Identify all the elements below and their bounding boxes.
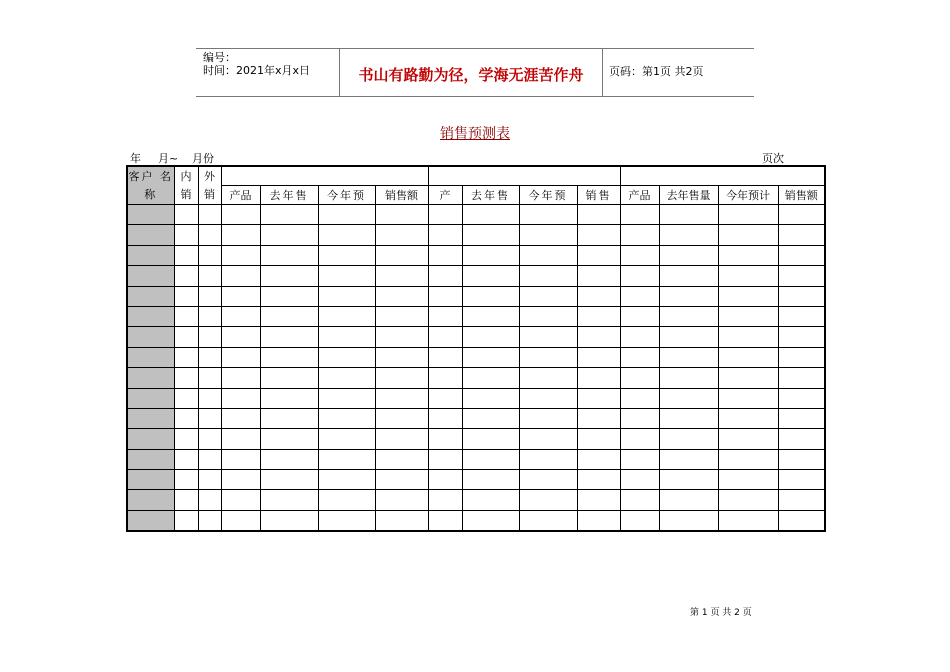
table-cell[interactable] bbox=[260, 225, 318, 245]
table-cell[interactable] bbox=[375, 490, 428, 510]
table-cell[interactable] bbox=[174, 510, 198, 531]
table-cell[interactable] bbox=[519, 408, 577, 428]
table-cell[interactable] bbox=[620, 408, 659, 428]
table-row bbox=[127, 368, 825, 388]
table-cell[interactable] bbox=[260, 408, 318, 428]
table-cell[interactable] bbox=[659, 510, 718, 531]
table-cell[interactable] bbox=[198, 408, 221, 428]
table-cell[interactable] bbox=[174, 470, 198, 490]
table-row bbox=[127, 225, 825, 245]
table-cell[interactable] bbox=[659, 225, 718, 245]
customer-name-cell[interactable] bbox=[127, 225, 174, 245]
table-cell[interactable] bbox=[462, 347, 519, 367]
table-cell[interactable] bbox=[778, 286, 825, 306]
table-cell[interactable] bbox=[260, 510, 318, 531]
table-cell[interactable] bbox=[519, 449, 577, 469]
table-cell[interactable] bbox=[718, 408, 778, 428]
table-cell[interactable] bbox=[428, 388, 462, 408]
domestic-sales-header: 内 销 bbox=[174, 166, 198, 205]
customer-name-cell[interactable] bbox=[127, 449, 174, 469]
table-cell[interactable] bbox=[318, 368, 375, 388]
table-cell[interactable] bbox=[198, 286, 221, 306]
table-cell[interactable] bbox=[221, 327, 260, 347]
table-cell[interactable] bbox=[718, 429, 778, 449]
header-row-1 bbox=[127, 166, 825, 186]
product-group-1-header[interactable] bbox=[221, 166, 428, 186]
customer-name-cell[interactable] bbox=[127, 286, 174, 306]
table-cell[interactable] bbox=[375, 347, 428, 367]
customer-name-cell[interactable] bbox=[127, 490, 174, 510]
table-cell[interactable] bbox=[778, 327, 825, 347]
table-cell[interactable] bbox=[718, 245, 778, 265]
table-cell[interactable] bbox=[577, 286, 620, 306]
table-cell[interactable] bbox=[620, 205, 659, 225]
table-cell[interactable] bbox=[174, 306, 198, 326]
table-cell[interactable] bbox=[375, 388, 428, 408]
table-cell[interactable] bbox=[778, 449, 825, 469]
customer-name-cell[interactable] bbox=[127, 408, 174, 428]
table-row bbox=[127, 388, 825, 408]
table-cell[interactable] bbox=[620, 388, 659, 408]
table-cell[interactable] bbox=[519, 470, 577, 490]
table-cell[interactable] bbox=[778, 510, 825, 531]
table-cell[interactable] bbox=[428, 347, 462, 367]
table-cell[interactable] bbox=[260, 368, 318, 388]
table-cell[interactable] bbox=[375, 245, 428, 265]
table-row bbox=[127, 327, 825, 347]
table-cell[interactable] bbox=[318, 347, 375, 367]
table-cell[interactable] bbox=[375, 266, 428, 286]
table-cell[interactable] bbox=[221, 205, 260, 225]
g2-sales-header: 销售 bbox=[577, 186, 620, 205]
table-cell[interactable] bbox=[260, 205, 318, 225]
table-cell[interactable] bbox=[198, 449, 221, 469]
header-top-rule bbox=[196, 48, 754, 49]
table-cell[interactable] bbox=[519, 306, 577, 326]
table-cell[interactable] bbox=[221, 245, 260, 265]
table-cell[interactable] bbox=[198, 245, 221, 265]
table-cell[interactable] bbox=[174, 449, 198, 469]
table-cell[interactable] bbox=[221, 286, 260, 306]
customer-name-cell[interactable] bbox=[127, 205, 174, 225]
table-cell[interactable] bbox=[620, 225, 659, 245]
table-cell[interactable] bbox=[221, 408, 260, 428]
table-cell[interactable] bbox=[778, 368, 825, 388]
header-row-2 bbox=[127, 186, 825, 205]
table-cell[interactable] bbox=[260, 286, 318, 306]
table-cell[interactable] bbox=[778, 347, 825, 367]
table-cell[interactable] bbox=[198, 347, 221, 367]
table-body bbox=[127, 166, 825, 531]
table-cell[interactable] bbox=[375, 429, 428, 449]
table-cell[interactable] bbox=[718, 266, 778, 286]
table-row bbox=[127, 205, 825, 225]
table-cell[interactable] bbox=[620, 245, 659, 265]
table-cell[interactable] bbox=[519, 266, 577, 286]
table-cell[interactable] bbox=[778, 388, 825, 408]
table-row bbox=[127, 510, 825, 531]
table-cell[interactable] bbox=[577, 347, 620, 367]
table-cell[interactable] bbox=[260, 327, 318, 347]
customer-name-cell[interactable] bbox=[127, 306, 174, 326]
table-cell[interactable] bbox=[221, 429, 260, 449]
table-cell[interactable] bbox=[577, 225, 620, 245]
table-cell[interactable] bbox=[718, 205, 778, 225]
table-cell[interactable] bbox=[620, 470, 659, 490]
customer-name-cell[interactable] bbox=[127, 347, 174, 367]
table-cell[interactable] bbox=[375, 408, 428, 428]
page-footer: 第 1 页 共 2 页 bbox=[690, 608, 752, 618]
table-cell[interactable] bbox=[198, 490, 221, 510]
table-cell[interactable] bbox=[659, 306, 718, 326]
table-cell[interactable] bbox=[198, 306, 221, 326]
table-cell[interactable] bbox=[519, 347, 577, 367]
customer-name-cell[interactable] bbox=[127, 266, 174, 286]
table-cell[interactable] bbox=[375, 510, 428, 531]
table-cell[interactable] bbox=[462, 470, 519, 490]
month-range-field-label: 月~ bbox=[158, 152, 179, 165]
table-cell[interactable] bbox=[620, 429, 659, 449]
g3-sales-amount-header: 销售额 bbox=[778, 186, 825, 205]
document-date-label: 时间：2021年x月x日 bbox=[203, 64, 311, 77]
table-row bbox=[127, 286, 825, 306]
table-cell[interactable] bbox=[620, 510, 659, 531]
table-cell[interactable] bbox=[718, 347, 778, 367]
product-group-2-header[interactable] bbox=[428, 166, 620, 186]
table-cell[interactable] bbox=[260, 388, 318, 408]
table-cell[interactable] bbox=[577, 388, 620, 408]
table-cell[interactable] bbox=[260, 470, 318, 490]
table-cell[interactable] bbox=[375, 449, 428, 469]
table-cell[interactable] bbox=[198, 368, 221, 388]
table-cell[interactable] bbox=[198, 225, 221, 245]
customer-name-cell[interactable] bbox=[127, 245, 174, 265]
table-cell[interactable] bbox=[375, 225, 428, 245]
table-cell[interactable] bbox=[221, 510, 260, 531]
export-sales-header: 外 销 bbox=[198, 166, 221, 205]
table-cell[interactable] bbox=[577, 470, 620, 490]
table-cell[interactable] bbox=[174, 490, 198, 510]
table-cell[interactable] bbox=[620, 327, 659, 347]
table-cell[interactable] bbox=[428, 306, 462, 326]
table-cell[interactable] bbox=[462, 408, 519, 428]
table-cell[interactable] bbox=[428, 225, 462, 245]
table-cell[interactable] bbox=[318, 510, 375, 531]
table-cell[interactable] bbox=[519, 286, 577, 306]
table-cell[interactable] bbox=[778, 245, 825, 265]
table-cell[interactable] bbox=[174, 266, 198, 286]
table-cell[interactable] bbox=[519, 368, 577, 388]
table-cell[interactable] bbox=[577, 368, 620, 388]
table-cell[interactable] bbox=[620, 306, 659, 326]
table-cell[interactable] bbox=[462, 327, 519, 347]
table-cell[interactable] bbox=[778, 205, 825, 225]
table-cell[interactable] bbox=[577, 449, 620, 469]
table-cell[interactable] bbox=[778, 225, 825, 245]
table-cell[interactable] bbox=[260, 429, 318, 449]
table-cell[interactable] bbox=[659, 470, 718, 490]
table-cell[interactable] bbox=[577, 306, 620, 326]
g3-product-header: 产品 bbox=[620, 186, 659, 205]
table-cell[interactable] bbox=[462, 245, 519, 265]
table-cell[interactable] bbox=[620, 449, 659, 469]
table-cell[interactable] bbox=[462, 368, 519, 388]
table-cell[interactable] bbox=[519, 429, 577, 449]
month-field-label: 月份 bbox=[192, 152, 214, 165]
g1-product-header: 产品 bbox=[221, 186, 260, 205]
table-cell[interactable] bbox=[778, 306, 825, 326]
g3-this-year-forecast-header: 今年预计 bbox=[718, 186, 778, 205]
table-cell[interactable] bbox=[221, 490, 260, 510]
table-cell[interactable] bbox=[428, 429, 462, 449]
table-cell[interactable] bbox=[778, 470, 825, 490]
table-cell[interactable] bbox=[174, 327, 198, 347]
table-row bbox=[127, 429, 825, 449]
table-cell[interactable] bbox=[260, 347, 318, 367]
table-cell[interactable] bbox=[221, 266, 260, 286]
table-cell[interactable] bbox=[659, 388, 718, 408]
table-cell[interactable] bbox=[519, 327, 577, 347]
customer-name-cell[interactable] bbox=[127, 429, 174, 449]
table-cell[interactable] bbox=[174, 205, 198, 225]
table-cell[interactable] bbox=[318, 266, 375, 286]
customer-name-cell[interactable] bbox=[127, 388, 174, 408]
table-row bbox=[127, 306, 825, 326]
table-cell[interactable] bbox=[221, 388, 260, 408]
table-cell[interactable] bbox=[620, 347, 659, 367]
g2-last-year-sales-header: 去年售 bbox=[462, 186, 519, 205]
g1-last-year-sales-header: 去年售 bbox=[260, 186, 318, 205]
table-cell[interactable] bbox=[221, 225, 260, 245]
page-count-label: 页码：第1页 共2页 bbox=[609, 65, 704, 78]
g1-this-year-forecast-header: 今年预 bbox=[318, 186, 375, 205]
table-cell[interactable] bbox=[318, 408, 375, 428]
table-cell[interactable] bbox=[375, 205, 428, 225]
table-cell[interactable] bbox=[462, 429, 519, 449]
header-bottom-rule bbox=[196, 96, 754, 97]
table-cell[interactable] bbox=[620, 286, 659, 306]
table-cell[interactable] bbox=[620, 490, 659, 510]
table-cell[interactable] bbox=[462, 225, 519, 245]
table-cell[interactable] bbox=[577, 490, 620, 510]
table-cell[interactable] bbox=[428, 490, 462, 510]
table-cell[interactable] bbox=[462, 205, 519, 225]
table-cell[interactable] bbox=[428, 368, 462, 388]
table-cell[interactable] bbox=[375, 327, 428, 347]
table-cell[interactable] bbox=[519, 510, 577, 531]
table-cell[interactable] bbox=[174, 245, 198, 265]
table-cell[interactable] bbox=[221, 449, 260, 469]
table-cell[interactable] bbox=[221, 368, 260, 388]
table-cell[interactable] bbox=[577, 205, 620, 225]
table-cell[interactable] bbox=[318, 449, 375, 469]
table-cell[interactable] bbox=[462, 266, 519, 286]
g2-this-year-forecast-header: 今年预 bbox=[519, 186, 577, 205]
table-row bbox=[127, 470, 825, 490]
table-row bbox=[127, 490, 825, 510]
table-cell[interactable] bbox=[519, 245, 577, 265]
customer-name-cell[interactable] bbox=[127, 368, 174, 388]
header-motto: 书山有路勤为径，学海无涯苦作舟 bbox=[358, 66, 584, 84]
customer-name-cell[interactable] bbox=[127, 470, 174, 490]
table-cell[interactable] bbox=[718, 470, 778, 490]
table-cell[interactable] bbox=[519, 205, 577, 225]
table-cell[interactable] bbox=[659, 347, 718, 367]
table-cell[interactable] bbox=[198, 266, 221, 286]
table-cell[interactable] bbox=[462, 449, 519, 469]
table-cell[interactable] bbox=[318, 327, 375, 347]
table-cell[interactable] bbox=[519, 490, 577, 510]
table-cell[interactable] bbox=[577, 429, 620, 449]
table-row bbox=[127, 449, 825, 469]
table-cell[interactable] bbox=[428, 327, 462, 347]
form-title: 销售预测表 bbox=[440, 126, 510, 142]
table-cell[interactable] bbox=[375, 470, 428, 490]
table-cell[interactable] bbox=[778, 266, 825, 286]
table-cell[interactable] bbox=[221, 470, 260, 490]
table-cell[interactable] bbox=[198, 205, 221, 225]
table-cell[interactable] bbox=[174, 347, 198, 367]
document-number-label: 编号： bbox=[203, 51, 236, 64]
table-cell[interactable] bbox=[428, 245, 462, 265]
table-cell[interactable] bbox=[318, 286, 375, 306]
g1-sales-amount-header: 销售额 bbox=[375, 186, 428, 205]
table-cell[interactable] bbox=[318, 490, 375, 510]
table-cell[interactable] bbox=[462, 510, 519, 531]
table-cell[interactable] bbox=[718, 510, 778, 531]
table-cell[interactable] bbox=[778, 429, 825, 449]
table-cell[interactable] bbox=[718, 449, 778, 469]
year-field-label: 年 bbox=[130, 152, 141, 165]
table-cell[interactable] bbox=[718, 490, 778, 510]
table-cell[interactable] bbox=[577, 510, 620, 531]
customer-name-header: 客户 名称 bbox=[127, 166, 174, 205]
table-row bbox=[127, 245, 825, 265]
table-cell[interactable] bbox=[428, 286, 462, 306]
table-cell[interactable] bbox=[577, 266, 620, 286]
sales-forecast-table bbox=[126, 165, 826, 532]
table-cell[interactable] bbox=[198, 388, 221, 408]
table-cell[interactable] bbox=[659, 490, 718, 510]
table-cell[interactable] bbox=[174, 225, 198, 245]
table-row bbox=[127, 266, 825, 286]
table-cell[interactable] bbox=[260, 245, 318, 265]
table-cell[interactable] bbox=[318, 205, 375, 225]
table-cell[interactable] bbox=[375, 286, 428, 306]
table-cell[interactable] bbox=[659, 449, 718, 469]
table-cell[interactable] bbox=[260, 449, 318, 469]
table-cell[interactable] bbox=[778, 490, 825, 510]
table-cell[interactable] bbox=[718, 306, 778, 326]
table-cell[interactable] bbox=[428, 510, 462, 531]
table-cell[interactable] bbox=[428, 408, 462, 428]
table-row bbox=[127, 408, 825, 428]
table-cell[interactable] bbox=[375, 368, 428, 388]
table-cell[interactable] bbox=[620, 266, 659, 286]
table-cell[interactable] bbox=[659, 327, 718, 347]
table-cell[interactable] bbox=[318, 225, 375, 245]
table-cell[interactable] bbox=[577, 408, 620, 428]
table-cell[interactable] bbox=[174, 286, 198, 306]
table-cell[interactable] bbox=[659, 286, 718, 306]
table-cell[interactable] bbox=[198, 327, 221, 347]
table-cell[interactable] bbox=[462, 388, 519, 408]
table-cell[interactable] bbox=[659, 245, 718, 265]
table-cell[interactable] bbox=[198, 470, 221, 490]
table-cell[interactable] bbox=[620, 368, 659, 388]
table-cell[interactable] bbox=[462, 306, 519, 326]
table-cell[interactable] bbox=[718, 286, 778, 306]
table-cell[interactable] bbox=[659, 408, 718, 428]
table-cell[interactable] bbox=[718, 388, 778, 408]
table-cell[interactable] bbox=[318, 306, 375, 326]
table-cell[interactable] bbox=[428, 205, 462, 225]
product-group-3-header[interactable] bbox=[620, 166, 825, 186]
table-cell[interactable] bbox=[318, 470, 375, 490]
table-cell[interactable] bbox=[375, 306, 428, 326]
page-number-field-label: 页次 bbox=[762, 152, 784, 165]
table-cell[interactable] bbox=[778, 408, 825, 428]
table-cell[interactable] bbox=[174, 368, 198, 388]
table-cell[interactable] bbox=[260, 490, 318, 510]
table-cell[interactable] bbox=[659, 368, 718, 388]
table-cell[interactable] bbox=[577, 327, 620, 347]
customer-name-cell[interactable] bbox=[127, 327, 174, 347]
table-cell[interactable] bbox=[198, 510, 221, 531]
table-cell[interactable] bbox=[428, 449, 462, 469]
table-cell[interactable] bbox=[318, 245, 375, 265]
table-cell[interactable] bbox=[221, 306, 260, 326]
table-cell[interactable] bbox=[198, 429, 221, 449]
table-cell[interactable] bbox=[659, 205, 718, 225]
table-cell[interactable] bbox=[659, 429, 718, 449]
table-cell[interactable] bbox=[519, 388, 577, 408]
table-cell[interactable] bbox=[174, 408, 198, 428]
table-cell[interactable] bbox=[718, 225, 778, 245]
table-cell[interactable] bbox=[428, 266, 462, 286]
table-cell[interactable] bbox=[577, 245, 620, 265]
table-cell[interactable] bbox=[174, 388, 198, 408]
table-cell[interactable] bbox=[462, 490, 519, 510]
table-cell[interactable] bbox=[221, 347, 260, 367]
header-divider-right bbox=[602, 48, 603, 96]
table-cell[interactable] bbox=[659, 266, 718, 286]
table-cell[interactable] bbox=[318, 388, 375, 408]
table-cell[interactable] bbox=[260, 266, 318, 286]
table-cell[interactable] bbox=[428, 470, 462, 490]
table-cell[interactable] bbox=[318, 429, 375, 449]
table-cell[interactable] bbox=[718, 327, 778, 347]
table-cell[interactable] bbox=[462, 286, 519, 306]
table-cell[interactable] bbox=[718, 368, 778, 388]
table-cell[interactable] bbox=[519, 225, 577, 245]
table-cell[interactable] bbox=[174, 429, 198, 449]
g2-product-header: 产 bbox=[428, 186, 462, 205]
g3-last-year-volume-header: 去年售量 bbox=[659, 186, 718, 205]
customer-name-cell[interactable] bbox=[127, 510, 174, 531]
table-row bbox=[127, 347, 825, 367]
table-cell[interactable] bbox=[260, 306, 318, 326]
